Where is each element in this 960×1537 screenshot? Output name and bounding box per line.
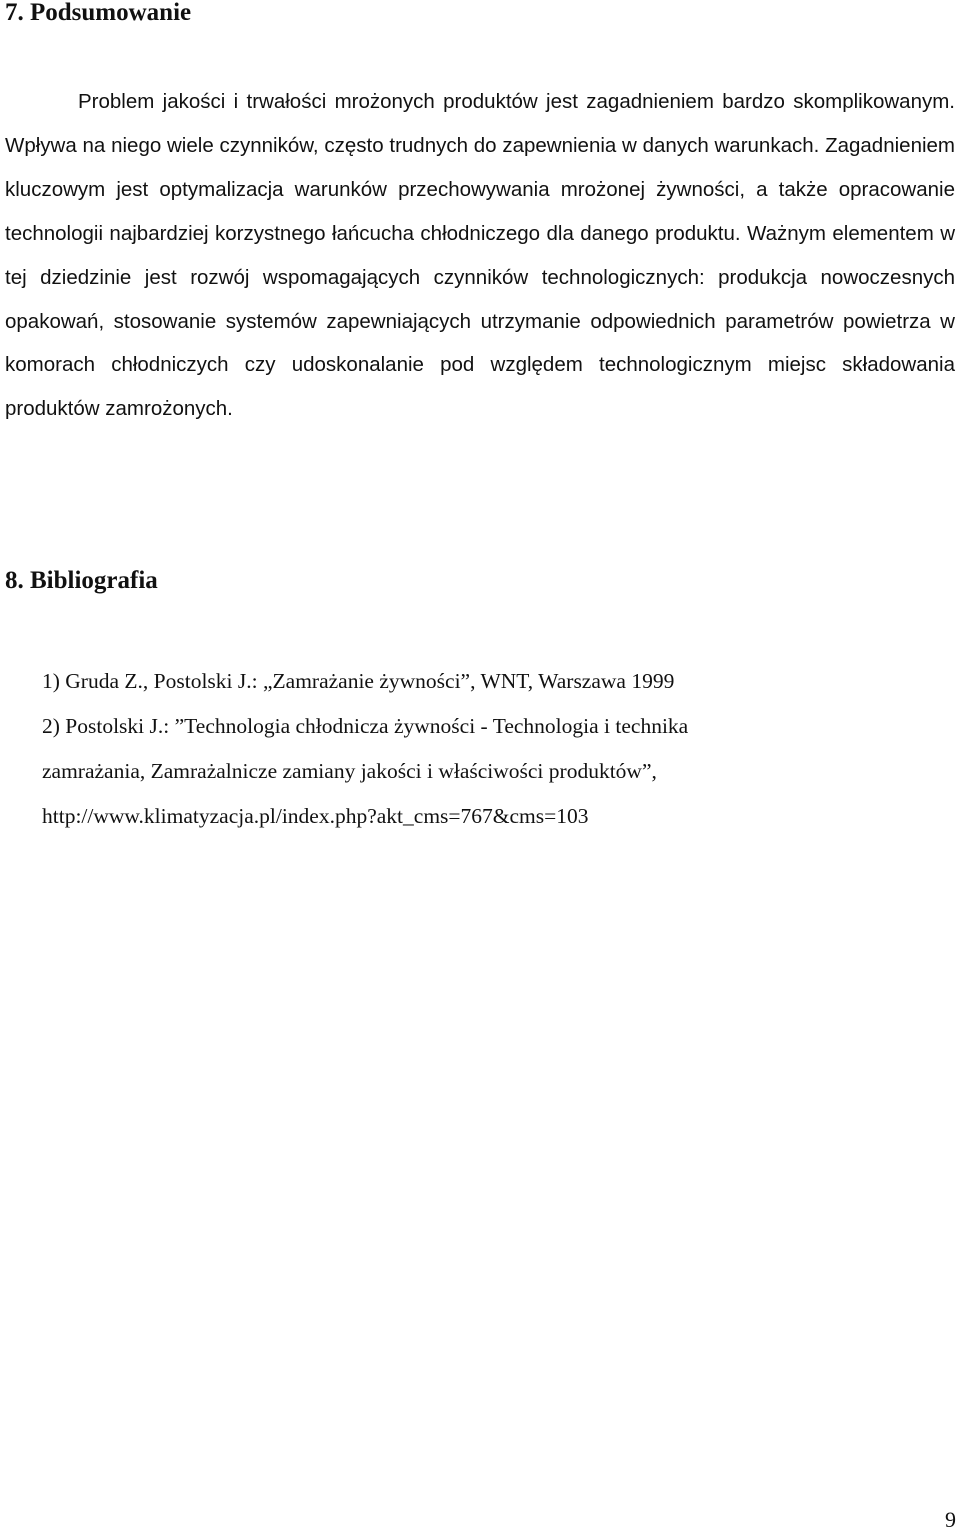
- bibliography-item-1: [42, 659, 842, 704]
- bibliography-item-1-line-1: 1) Gruda Z., Postolski J.: „Zamrażanie żywności”, WNT, Warszawa 1999: [42, 669, 675, 693]
- bibliography-item-2-line-1: 2) Postolski J.: ”Technologia chłodnicza żywności - Technologia i technika: [42, 714, 689, 738]
- bibliography-item-2-line-3: http://www.klimatyzacja.pl/index.php?akt_cms=767&cms=103: [42, 804, 589, 828]
- bibliography-item-2-line-2: zamrażania, Zamrażalnicze zamiany jakości i właściwości produktów”,: [42, 759, 657, 783]
- bibliography-item-2: [42, 704, 842, 839]
- bibliography-list: [42, 659, 842, 839]
- section-heading-summary: 7. Podsumowanie: [5, 0, 192, 26]
- summary-paragraph: Problem jakości i trwałości mrożonych produktów jest zagadnieniem bardzo skomplikowanym. Wpływa na niego wiele czynników, często trudnych do zapewnienia w danych warunkach. Zagadnieniem kluczowym jest optymalizacja warunków przechowywania mrożonej żywności, a także opracowanie technologii najbardziej korzystnego łańcucha chłodniczego dla danego produktu. Ważnym elementem w tej dziedzinie jest rozwój wspomagających czynników technologicznych: produkcja nowoczesnych opakowań, stosowanie systemów zapewniających utrzymanie odpowiednich parametrów powietrza w komorach chłodniczych czy udoskonalanie pod względem technologicznym miejsc składowania produktów zamrożonych.: [5, 90, 955, 421]
- page-number: 9: [945, 1507, 956, 1532]
- section-heading-bibliography: 8. Bibliografia: [5, 567, 158, 594]
